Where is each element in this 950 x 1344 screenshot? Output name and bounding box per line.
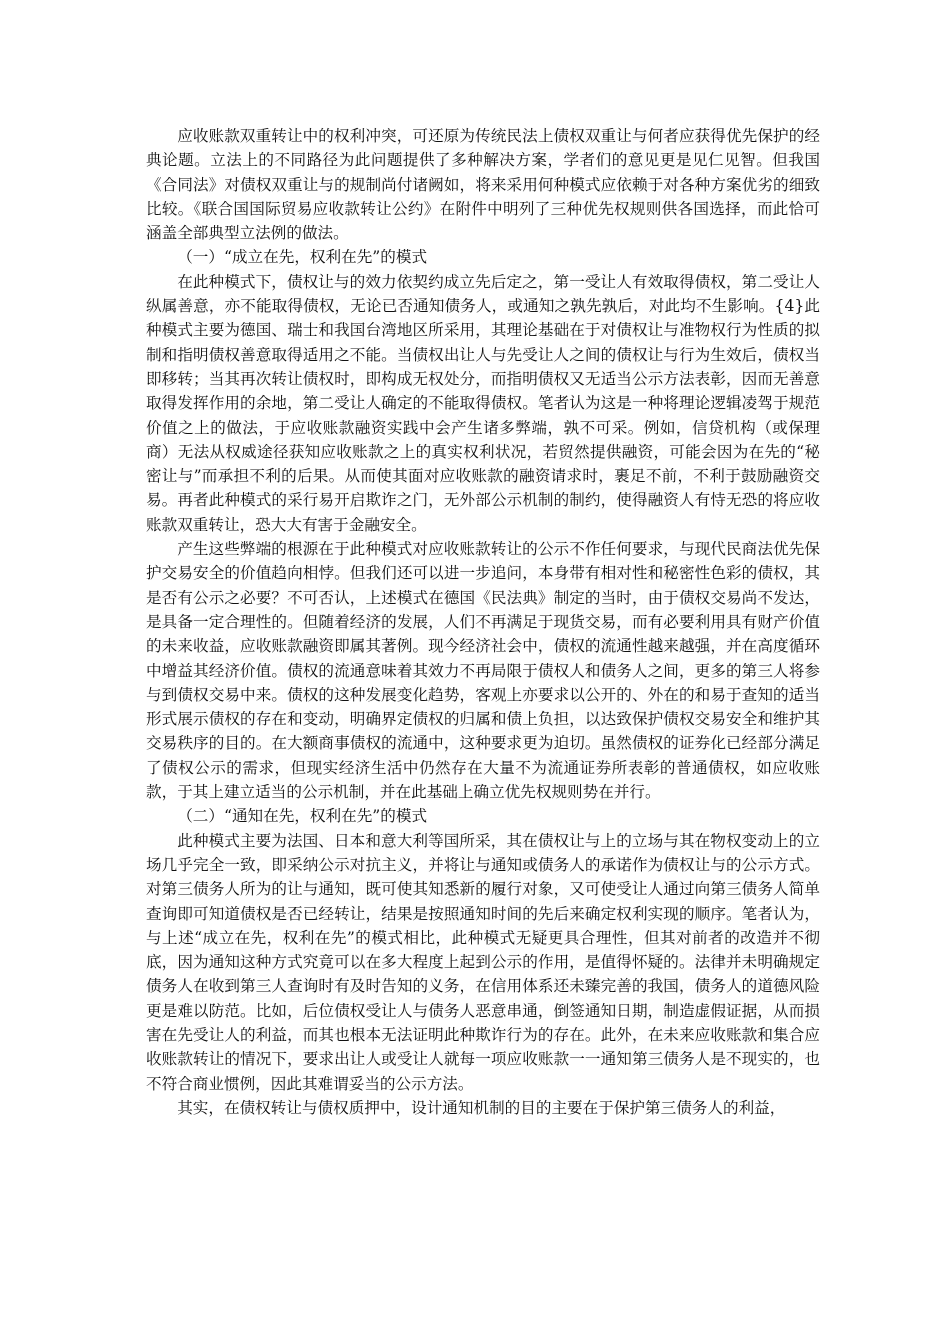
document-page	[146, 124, 820, 1120]
section-heading-2: （二）“通知在先，权利在先”的模式	[177, 807, 428, 826]
section-heading-1: （一）“成立在先，权利在先”的模式	[177, 248, 428, 267]
paragraph-intro: 应收账款双重转让中的权利冲突，可还原为传统民法上债权双重让与何者应获得优先保护的经典论题。立法上的不同路径为此问题提供了多种解决方案，学者们的意见更是见仁见智。但我国《合同法》对债权双重让与的规制尚付诸阙如，将来采用何种模式应依赖于对各种方案优劣的细致比较。《联合国国际贸易应收款转让公约》在附件中明列了三种优先权规则供各国选择，而此恰可涵盖全部典型立法例的做法。	[146, 127, 820, 243]
paragraph-model-2-description: 此种模式主要为法国、日本和意大利等国所采，其在债权让与上的立场与其在物权变动上的立场几乎完全一致，即采纳公示对抗主义，并将让与通知或债务人的承诺作为债权让与的公示方式。对第三债务人所为的让与通知，既可使其知悉新的履行对象，又可使受让人通过向第三债务人简单查询即可知道债权是否已经转让，结果是按照通知时间的先后来确定权利实现的顺序。笔者认为，与上述“成立在先，权利在先”的模式相比，此种模式无疑更具合理性，但其对前者的改造并不彻底，因为通知这种方式究竟可以在多大程度上起到公示的作用，是值得怀疑的。法律并未明确规定债务人在收到第三人查询时有及时告知的义务，在信用体系还未臻完善的我国，债务人的道德风险更是难以防范。比如，后位债权受让人与债务人恶意串通，倒签通知日期，制造虚假证据，从而损害在先受让人的利益，而其也根本无法证明此种欺诈行为的存在。此外，在未来应收账款和集合应收账款转让的情况下，要求出让人或受让人就每一项应收账款一一通知第三债务人是不现实的，也不符合商业惯例，因此其难谓妥当的公示方法。	[146, 831, 820, 1093]
paragraph-continuation: 其实，在债权转让与债权质押中，设计通知机制的目的主要在于保护第三债务人的利益，	[177, 1098, 786, 1117]
paragraph-model-1-description: 在此种模式下，债权让与的效力依契约成立先后定之，第一受让人有效取得债权，第二受让人纵属善意，亦不能取得债权，无论已否通知债务人，或通知之孰先孰后，对此均不生影响。{4}此种模式主要为德国、瑞士和我国台湾地区所采用，其理论基础在于对债权让与准物权行为性质的拟制和指明债权善意取得适用之不能。当债权出让人与先受让人之间的债权让与行为生效后，债权当即移转；当其再次转让债权时，即构成无权处分，而指明债权又无适当公示方法表彰，因而无善意取得发挥作用的余地，第二受让人确定的不能取得债权。笔者认为这是一种将理论逻辑凌驾于规范价值之上的做法，于应收账款融资实践中会产生诸多弊端，孰不可采。例如，信贷机构（或保理商）无法从权威途径获知应收账款之上的真实权利状况，若贸然提供融资，可能会因为在先的“秘密让与”而承担不利的后果。从而使其面对应收账款的融资请求时，裹足不前，不利于鼓励融资交易。再者此种模式的采行易开启欺诈之门，无外部公示机制的制约，使得融资人有恃无恐的将应收账款双重转让，恐大大有害于金融安全。	[146, 272, 820, 534]
paragraph-model-1-analysis: 产生这些弊端的根源在于此种模式对应收账款转让的公示不作任何要求，与现代民商法优先保护交易安全的价值趋向相悖。但我们还可以进一步追问，本身带有相对性和秘密性色彩的债权，其是否有公示之必要？不可否认，上述模式在德国《民法典》制定的当时，由于债权交易尚不发达，是具备一定合理性的。但随着经济的发展，人们不再满足于现货交易，而有必要利用具有财产价值的未来收益，应收账款融资即属其著例。现今经济社会中，债权的流通性越来越强，并在高度循环中增益其经济价值。债权的流通意味着其效力不再局限于债权人和债务人之间，更多的第三人将参与到债权交易中来。债权的这种发展变化趋势，客观上亦要求以公开的、外在的和易于查知的适当形式展示债权的存在和变动，明确界定债权的归属和债上负担，以达致保护债权交易安全和维护其交易秩序的目的。在大额商事债权的流通中，这种要求更为迫切。虽然债权的证券化已经部分满足了债权公示的需求，但现实经济生活中仍然存在大量不为流通证券所表彰的普通债权，如应收账款，于其上建立适当的公示机制，并在此基础上确立优先权规则势在并行。	[146, 540, 820, 802]
